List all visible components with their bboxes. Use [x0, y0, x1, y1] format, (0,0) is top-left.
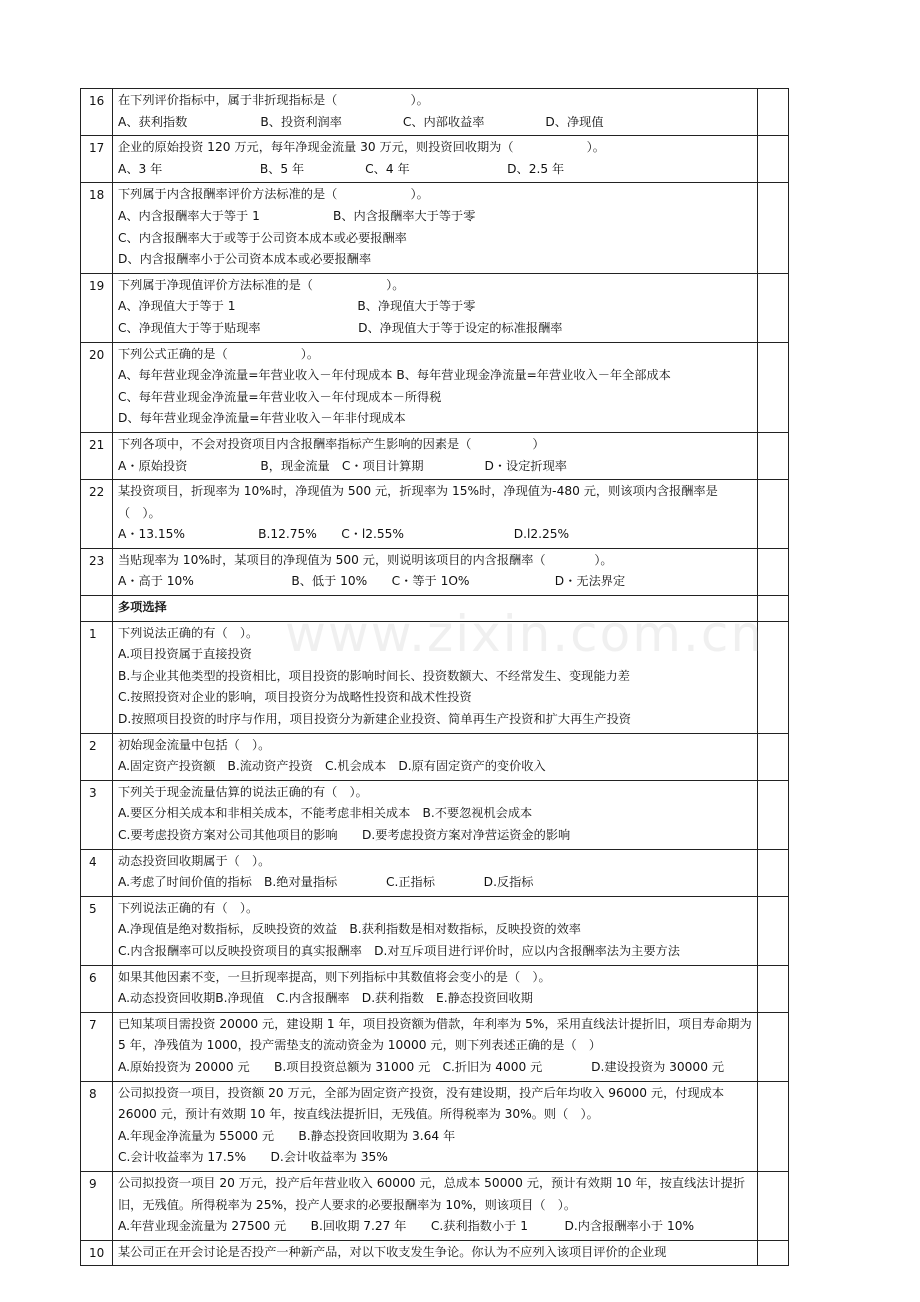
answer-option-line: A.年营业现金流量为 27500 元 B.回收期 7.27 年 C.获利指数小于 1 D.内含报酬率小于 10%	[118, 1219, 695, 1234]
answer-option-line: A.要区分相关成本和非相关成本，不能考虑非相关成本 B.不要忽视机会成本	[118, 806, 533, 821]
answer-option-line: D.按照项目投资的时序与作用，项目投资分为新建企业投资、简单再生产投资和扩大再生产投资	[118, 712, 631, 727]
question-sheet	[80, 88, 788, 1266]
answer-option-line: A.年现金净流量为 55000 元 B.静态投资回收期为 3.64 年	[118, 1128, 456, 1143]
question-number: 17	[81, 136, 113, 183]
question-row	[81, 1081, 789, 1171]
answer-blank-cell	[758, 480, 789, 549]
question-number: 8	[81, 1081, 113, 1171]
question-text-cell	[113, 548, 758, 595]
answer-blank-cell	[758, 432, 789, 479]
question-number: 20	[81, 342, 113, 432]
section-row	[81, 596, 789, 622]
question-text-cell	[113, 896, 758, 965]
question-stem: 当贴现率为 10%时，某项目的净现值为 500 元，则说明该项目的内含报酬率（ ）。	[118, 552, 613, 567]
answer-option-line: C、每年营业现金净流量=年营业收入－年付现成本－所得税	[118, 389, 442, 404]
answer-blank-cell	[758, 733, 789, 780]
question-row	[81, 183, 789, 273]
answer-option-line: A、每年营业现金净流量=年营业收入－年付现成本 B、每年营业现金净流量=年营业收入－年全部成本	[118, 368, 671, 383]
question-row	[81, 136, 789, 183]
answer-blank-cell	[758, 136, 789, 183]
question-stem: 下列属于内含报酬率评价方法标准的是（ ）。	[118, 187, 429, 202]
answer-option-line: A・原始投资 B，现金流量 C・项目计算期 D・设定折现率	[118, 458, 567, 473]
answer-blank-cell	[758, 965, 789, 1012]
answer-option-line: A.净现值是绝对数指标，反映投资的效益 B.获利指数是相对数指标，反映投资的效率	[118, 922, 581, 937]
question-number: 2	[81, 733, 113, 780]
answer-option-line: C.按照投资对企业的影响，项目投资分为战略性投资和战术性投资	[118, 690, 472, 705]
watermark: www.zixin.com.cn	[285, 605, 765, 663]
question-number: 5	[81, 896, 113, 965]
question-number: 10	[81, 1240, 113, 1266]
section-title-cell	[113, 596, 758, 622]
question-stem: 初始现金流量中包括（ ）。	[118, 737, 271, 752]
answer-blank-cell	[758, 183, 789, 273]
question-row	[81, 965, 789, 1012]
question-stem: 下列说法正确的有（ ）。	[118, 625, 259, 640]
answer-option-line: A・13.15% B.12.75% C・l2.55% D.l2.25%	[118, 527, 570, 542]
answer-option-line: C、净现值大于等于贴现率 D、净现值大于等于设定的标准报酬率	[118, 320, 563, 335]
question-row	[81, 896, 789, 965]
question-stem: 下列说法正确的有（ ）。	[118, 900, 259, 915]
question-number: 6	[81, 965, 113, 1012]
question-stem: 某公司正在开会讨论是否投产一种新产品，对以下收支发生争论。你认为不应列入该项目评价的企业现	[118, 1244, 667, 1259]
question-text-cell	[113, 432, 758, 479]
question-table	[80, 88, 789, 1266]
answer-option-line: A.考虑了时间价值的指标 B.绝对量指标 C.正指标 D.反指标	[118, 875, 534, 890]
question-text-cell	[113, 621, 758, 733]
question-text-cell	[113, 273, 758, 342]
question-text-cell	[113, 183, 758, 273]
question-stem: 动态投资回收期属于（ ）。	[118, 853, 271, 868]
answer-option-line: A.项目投资属于直接投资	[118, 647, 252, 662]
answer-blank-cell	[758, 1240, 789, 1266]
question-stem: 如果其他因素不变，一旦折现率提高，则下列指标中其数值将会变小的是（ ）。	[118, 969, 551, 984]
answer-blank-cell	[758, 780, 789, 849]
question-text-cell	[113, 1240, 758, 1266]
question-number: 1	[81, 621, 113, 733]
answer-option-line: A.固定资产投资额 B.流动资产投资 C.机会成本 D.原有固定资产的变价收入	[118, 759, 546, 774]
question-row	[81, 621, 789, 733]
question-row	[81, 342, 789, 432]
question-text-cell	[113, 480, 758, 549]
question-text-cell	[113, 136, 758, 183]
question-row	[81, 1240, 789, 1266]
answer-blank-cell	[758, 1081, 789, 1171]
question-stem: 下列关于现金流量估算的说法正确的有（ ）。	[118, 784, 368, 799]
answer-option-line: C.会计收益率为 17.5% D.会计收益率为 35%	[118, 1150, 388, 1165]
answer-option-line: C.要考虑投资方案对公司其他项目的影响 D.要考虑投资方案对净营运资金的影响	[118, 828, 571, 842]
question-number: 16	[81, 89, 113, 136]
question-text-cell	[113, 89, 758, 136]
question-text-cell	[113, 849, 758, 896]
question-text-cell	[113, 342, 758, 432]
question-stem: 在下列评价指标中，属于非折现指标是（ ）。	[118, 93, 429, 107]
question-number: 3	[81, 780, 113, 849]
answer-blank-cell	[758, 342, 789, 432]
answer-option-line: A、3 年 B、5 年 C、4 年 D、2.5 年	[118, 161, 565, 176]
question-text-cell	[113, 965, 758, 1012]
question-stem: 下列各项中，不会对投资项目内含报酬率指标产生影响的因素是（ ）	[118, 436, 545, 451]
question-row	[81, 89, 789, 136]
question-stem: 某投资项目，折现率为 10%时，净现值为 500 元，折现率为 15%时，净现值为-480 元，则该项内含报酬率是（ ）。	[118, 484, 718, 520]
question-number: 4	[81, 849, 113, 896]
answer-option-line: A、内含报酬率大于等于 1 B、内含报酬率大于等于零	[118, 208, 476, 223]
question-text-cell	[113, 780, 758, 849]
answer-option-line: D、每年营业现金净流量=年营业收入－年非付现成本	[118, 411, 406, 426]
answer-option-line: B.与企业其他类型的投资相比，项目投资的影响时间长、投资数额大、不经常发生、变现能力差	[118, 668, 630, 683]
question-text-cell	[113, 1012, 758, 1081]
question-number: 22	[81, 480, 113, 549]
question-number: 9	[81, 1171, 113, 1240]
question-number: 7	[81, 1012, 113, 1081]
answer-option-line: C.内含报酬率可以反映投资项目的真实报酬率 D.对互斥项目进行评价时，应以内含报酬率法为主要方法	[118, 943, 680, 958]
answer-blank-cell	[758, 849, 789, 896]
question-stem: 企业的原始投资 120 万元，每年净现金流量 30 万元，则投资回收期为（ ）。	[118, 140, 605, 155]
question-stem: 下列属于净现值评价方法标准的是（ ）。	[118, 277, 405, 292]
answer-option-line: A・高于 10% B、低于 10% C・等于 1O% D・无法界定	[118, 574, 626, 589]
question-row	[81, 1012, 789, 1081]
question-text-cell	[113, 1171, 758, 1240]
answer-blank-cell	[758, 596, 789, 622]
question-stem: 下列公式正确的是（ ）。	[118, 346, 320, 361]
question-row	[81, 1171, 789, 1240]
question-row	[81, 780, 789, 849]
answer-option-line: C、内含报酬率大于或等于公司资本成本或必要报酬率	[118, 230, 407, 245]
question-row	[81, 273, 789, 342]
question-number: 18	[81, 183, 113, 273]
answer-blank-cell	[758, 273, 789, 342]
question-stem: 已知某项目需投资 20000 元，建设期 1 年，项目投资额为借款，年利率为 5%，采用直线法计提折旧，项目寿命期为 5 年，净残值为 1000，投产需垫支的流动资金为 10000 元，则下列表述正确的是（ ）	[118, 1016, 752, 1053]
question-row	[81, 849, 789, 896]
question-stem: 公司拟投资一项目，投资额 20 万元，全部为固定资产投资，没有建设期，投产后年均收入 96000 元，付现成本 26000 元，预计有效期 10 年，按直线法提折旧，无残值。所得税率为 30%。则（ ）。	[118, 1085, 725, 1122]
question-number: 23	[81, 548, 113, 595]
question-row	[81, 548, 789, 595]
answer-option-line: A、净现值大于等于 1 B、净现值大于等于零	[118, 299, 476, 314]
question-number: 21	[81, 432, 113, 479]
answer-blank-cell	[758, 89, 789, 136]
answer-blank-cell	[758, 548, 789, 595]
question-number	[81, 596, 113, 622]
question-number: 19	[81, 273, 113, 342]
answer-blank-cell	[758, 1012, 789, 1081]
answer-option-line: A.动态投资回收期B.净现值 C.内含报酬率 D.获利指数 E.静态投资回收期	[118, 991, 533, 1006]
answer-blank-cell	[758, 1171, 789, 1240]
answer-option-line: A.原始投资为 20000 元 B.项目投资总额为 31000 元 C.折旧为 4000 元 D.建设投资为 30000 元	[118, 1059, 725, 1074]
answer-option-line: D、内含报酬率小于公司资本成本或必要报酬率	[118, 252, 372, 267]
question-row	[81, 480, 789, 549]
answer-blank-cell	[758, 896, 789, 965]
answer-blank-cell	[758, 621, 789, 733]
question-row	[81, 733, 789, 780]
answer-option-line: A、获利指数 B、投资利润率 C、内部收益率 D、净现值	[118, 114, 604, 129]
question-row	[81, 432, 789, 479]
question-stem: 公司拟投资一项目 20 万元，投产后年营业收入 60000 元，总成本 50000 元，预计有效期 10 年，按直线法计提折旧，无残值。所得税率为 25%，投产人要求的必要报酬率为 10%，则该项目（ ）。	[118, 1175, 746, 1212]
section-title: 多项选择	[118, 600, 167, 615]
question-text-cell	[113, 733, 758, 780]
question-text-cell	[113, 1081, 758, 1171]
